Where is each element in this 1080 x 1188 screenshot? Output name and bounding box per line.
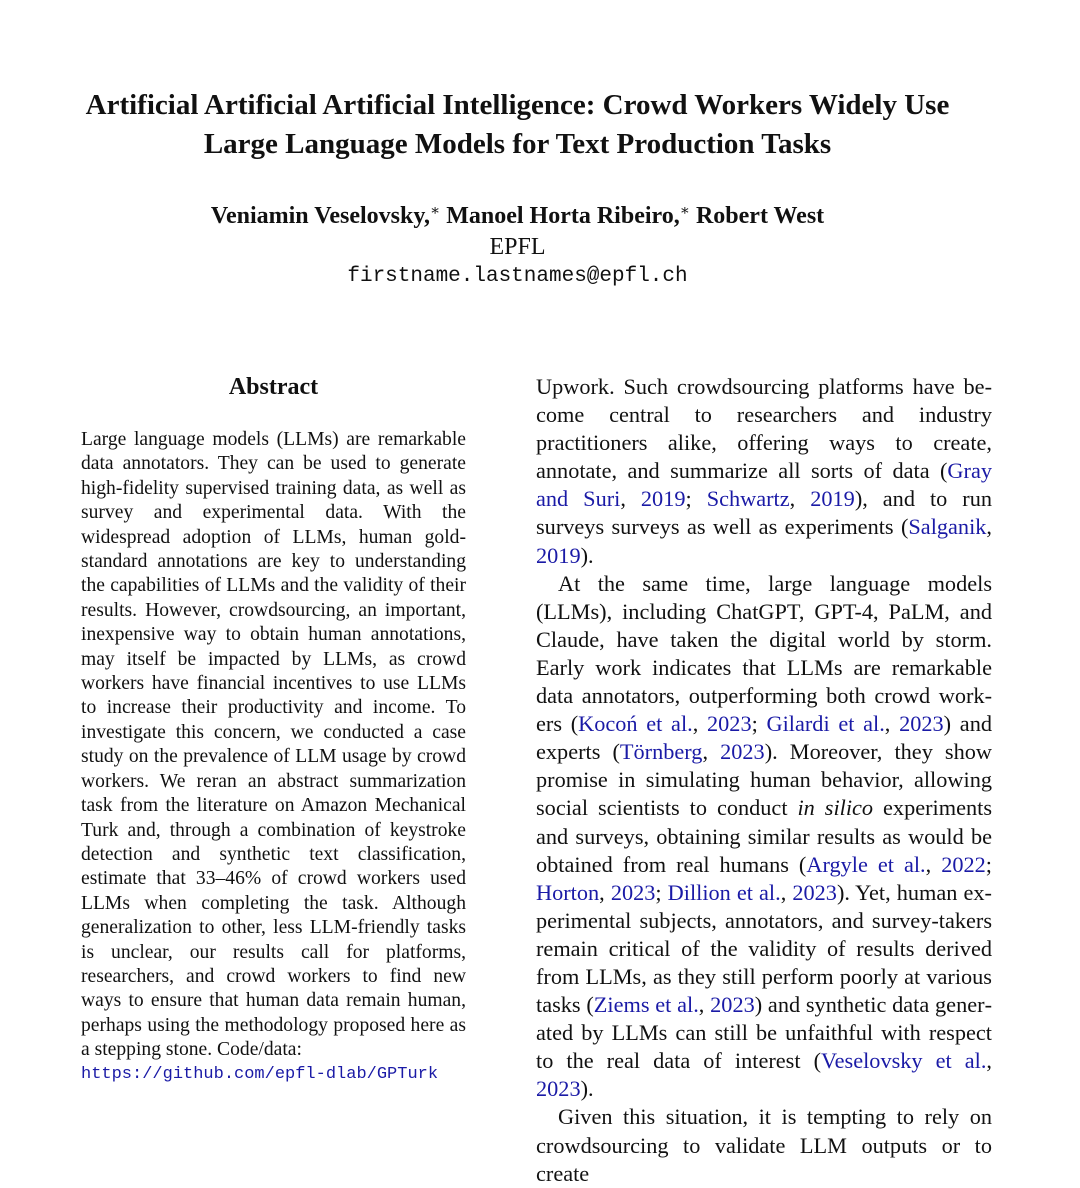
right-column — [536, 373, 992, 1188]
text-span: ; — [655, 879, 668, 905]
title-line-1: Artificial Artificial Artificial Intelligence: Crowd Workers Widely Use — [85, 89, 950, 121]
author-3: Robert West — [695, 203, 825, 229]
text-span: ). — [580, 1076, 594, 1102]
title-line-2: Large Language Models for Text Production Tasks — [203, 128, 832, 160]
citation-tornberg-year[interactable]: 2023 — [720, 739, 765, 765]
citation-veselovsky-year[interactable]: 2023 — [536, 1076, 581, 1102]
text-span: experiments and surveys, obtaining similar results as would be obtained from real humans ( — [536, 795, 993, 877]
left-column — [81, 372, 466, 1087]
text-span: ; — [751, 711, 767, 737]
text-span: ; — [685, 486, 707, 512]
intro-paragraph-1 — [536, 373, 992, 570]
text-span: ) and experts ( — [536, 711, 992, 765]
text-span: , — [620, 486, 641, 512]
citation-veselovsky[interactable]: Veselovsky et al. — [821, 1048, 987, 1074]
citation-salganik[interactable]: Salganik — [908, 514, 987, 540]
author-1: Veniamin Veselovsky, — [210, 203, 431, 229]
author-list — [40, 200, 995, 232]
citation-ziems[interactable]: Ziems et al. — [593, 992, 699, 1018]
citation-dillion[interactable]: Dillion et al. — [667, 879, 781, 905]
text-span: At the same time, large language models (LLMs), including ChatGPT, GPT-4, PaLM, and Claude, have taken the digital world by storm. Early work indicates that LLMs are remarkable data annotators, outperforming both crowd workers ( — [536, 570, 992, 737]
code-data-link[interactable]: https://github.com/epfl-dlab/GPTurk — [81, 1064, 439, 1084]
citation-dillion-year[interactable]: 2023 — [792, 879, 837, 905]
citation-ziems-year[interactable]: 2023 — [710, 992, 755, 1018]
citation-horton[interactable]: Horton — [536, 879, 600, 905]
intro-paragraph-3 — [536, 1103, 992, 1187]
author-2: Manoel Horta Ribeiro, — [446, 203, 680, 229]
text-span: , — [702, 739, 721, 765]
citation-gray-suri[interactable]: Gray and Suri — [536, 458, 992, 512]
text-span: , — [599, 879, 611, 905]
paper-title — [40, 86, 995, 164]
text-span: , — [986, 1048, 992, 1074]
text-span: ). Moreover, they show promise in simulating human behavior, allowing social scientists to conduct — [536, 739, 992, 821]
text-span: ) and synthetic data generated by LLMs can still be unfaithful with respect to the real data of interest ( — [536, 992, 992, 1074]
abstract-heading: Abstract — [228, 374, 319, 400]
citation-gilardi[interactable]: Gilardi et al. — [766, 711, 885, 737]
text-span: , — [780, 879, 793, 905]
text-span: , — [986, 514, 992, 540]
text-span: ; — [985, 851, 992, 877]
text-span: Upwork. Such crowdsourcing platforms have become central to researchers and industry practitioners alike, offering ways to create, annotate, and summarize all sorts of data ( — [536, 374, 992, 484]
emphasis-in-silico: in silico — [797, 795, 874, 821]
text-span: ), and to run surveys surveys as well as experiments ( — [536, 486, 993, 540]
text-span: , — [789, 486, 811, 512]
text-span: , — [698, 992, 711, 1018]
equal-contribution-mark-2: ∗ — [679, 203, 690, 219]
abstract-body — [81, 428, 466, 1087]
citation-argyle[interactable]: Argyle et al. — [806, 851, 926, 877]
text-span: ). — [580, 542, 594, 568]
text-span: , — [925, 851, 942, 877]
text-span: ). Yet, human experimental subjects, annotators, and survey-takers remain critical of the validity of results derived from LLMs, as they still perform poorly at various tasks ( — [536, 879, 992, 1018]
equal-contribution-mark-1: ∗ — [430, 203, 441, 219]
citation-kocon[interactable]: Kocoń et al. — [578, 711, 693, 737]
citation-tornberg[interactable]: Törnberg — [619, 739, 703, 765]
author-email: firstname.lastnames@epfl.ch — [347, 265, 688, 288]
citation-horton-year[interactable]: 2023 — [610, 879, 656, 905]
affiliation: EPFL — [489, 234, 546, 260]
citation-salganik-year[interactable]: 2019 — [536, 542, 581, 568]
citation-gray-suri-year[interactable]: 2019 — [640, 486, 686, 512]
citation-kocon-year[interactable]: 2023 — [707, 711, 752, 737]
citation-gilardi-year[interactable]: 2023 — [899, 711, 944, 737]
intro-paragraph-2 — [536, 570, 992, 1104]
abstract-text: Large language models (LLMs) are remarkable data annotators. They can be used to generate high-fidelity supervised training data, as well as survey and experimental data. With the widespread adoption of LLMs, human goldstandard annotations are key to understanding the capabilities of LLMs and the validity of their results. However, crowdsourcing, an important, inexpensive way to obtain human annotations, may itself be impacted by LLMs, as crowd workers have financial incentives to use LLMs to increase their productivity and income. To investigate this concern, we conducted a case study on the prevalence of LLM usage by crowd workers. We reran an abstract summarization task from the literature on Amazon Mechanical Turk and, through a combination of keystroke detection and synthetic text classification, estimate that 33–46% of crowd workers used LLMs when completing the task. Although generalization to other, less LLM-friendly tasks is unclear, our results call for platforms, researchers, and crowd workers to find new ways to ensure that human data remain human, perhaps using the methodology proposed here as a stepping stone. Code/data: — [81, 429, 466, 1061]
text-span: Given this situation, it is tempting to rely on crowdsourcing to validate LLM outputs or to create — [536, 1104, 992, 1186]
citation-schwartz-year[interactable]: 2019 — [810, 486, 855, 512]
text-span: , — [884, 711, 900, 737]
citation-schwartz[interactable]: Schwartz — [706, 486, 790, 512]
citation-argyle-year[interactable]: 2022 — [941, 851, 986, 877]
text-span: , — [692, 711, 707, 737]
